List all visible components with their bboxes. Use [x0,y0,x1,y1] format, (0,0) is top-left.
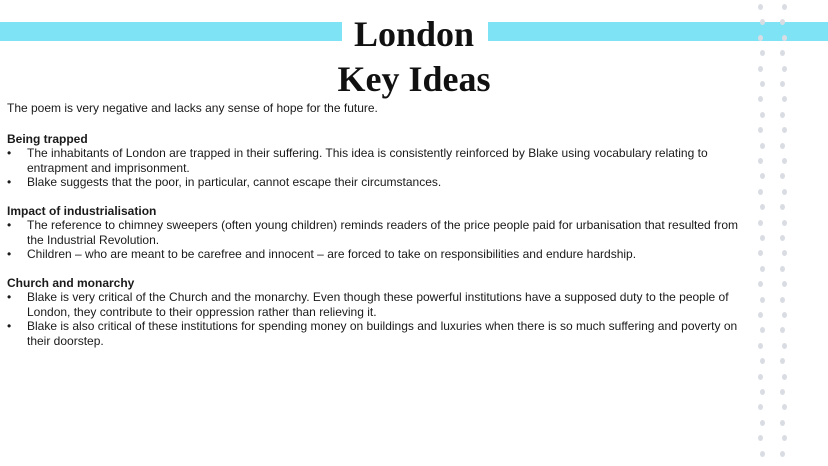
decorative-dot [758,220,763,226]
bullet-text: Blake is very critical of the Church and the monarchy. Even though these powerful institutions have a supposed duty to the people of London, they contribute to their oppression rather than relieving it. [27,290,729,319]
bullet-icon: • [7,146,12,160]
decorative-dot [782,312,787,318]
page-title: London [353,14,475,54]
decorative-dot [782,158,787,164]
decorative-dot [782,281,787,287]
decorative-dot [760,235,765,241]
decorative-dot [758,127,763,133]
slide-body [7,101,742,362]
decorative-dot [760,204,765,210]
decorative-dot [780,420,785,426]
section-heading: Being trapped [7,131,88,146]
decorative-dot [780,297,785,303]
decorative-dot [760,112,765,118]
decorative-dot [760,358,765,364]
decorative-dot [782,127,787,133]
decorative-dot [780,112,785,118]
bullet-text: Children – who are meant to be carefree and innocent – are forced to take on responsibilities and endure hardship. [27,247,637,261]
bullet-item [7,247,742,262]
decorative-dot [760,420,765,426]
decorative-dot [782,250,787,256]
decorative-dot [782,189,787,195]
decorative-dot [760,389,765,395]
bullet-list [7,290,742,348]
decorative-dot [758,35,763,41]
bullet-text: Blake suggests that the poor, in particular, cannot escape their circumstances. [27,175,442,189]
decorative-dot [782,96,787,102]
bullet-text: Blake is also critical of these institutions for spending money on buildings and luxuries when there is so much suffering and poverty on their doorstep. [27,319,738,348]
decorative-dot [780,358,785,364]
decorative-dot [760,143,765,149]
decorative-dot [780,173,785,179]
decorative-dot [758,250,763,256]
bullet-icon: • [7,218,12,232]
decorative-dot [780,143,785,149]
page-subtitle: Key Ideas [337,59,491,99]
bullet-icon: • [7,175,12,189]
decorative-dot [758,66,763,72]
bullet-item [7,218,742,247]
decorative-dot [760,173,765,179]
section-church-and-monarchy [7,276,742,349]
decorative-dot [758,158,763,164]
decorative-dot [758,435,763,441]
bullet-list [7,146,742,190]
decorative-dot-pattern [750,0,795,466]
decorative-dot [782,374,787,380]
bullet-icon: • [7,319,12,333]
decorative-dot [760,81,765,87]
section-being-trapped [7,132,742,190]
decorative-dot [758,404,763,410]
bullet-list [7,218,742,262]
decorative-dot [758,189,763,195]
decorative-dot [758,4,763,10]
bullet-item [7,146,742,175]
decorative-dot [780,451,785,457]
decorative-dot [760,50,765,56]
decorative-dot [758,374,763,380]
decorative-dot [782,220,787,226]
decorative-dot [758,281,763,287]
decorative-dot [780,389,785,395]
section-heading: Church and monarchy [7,275,135,290]
decorative-dot [782,435,787,441]
decorative-dot [782,343,787,349]
decorative-dot [780,19,785,25]
decorative-dot [760,19,765,25]
decorative-dot [780,50,785,56]
bullet-item [7,319,742,348]
decorative-dot [780,81,785,87]
decorative-dot [758,96,763,102]
decorative-dot [780,235,785,241]
bullet-icon: • [7,247,12,261]
bullet-text: The inhabitants of London are trapped in their suffering. This idea is consistently reinforced by Blake using vocabulary relating to entrapment and imprisonment. [27,146,708,175]
decorative-dot [782,404,787,410]
decorative-dot [782,35,787,41]
bullet-text: The reference to chimney sweepers (often young children) reminds readers of the price people paid for urbanisation that resulted from the Industrial Revolution. [27,218,739,247]
decorative-dot [760,266,765,272]
decorative-dot [782,66,787,72]
section-heading: Impact of industrialisation [7,203,157,218]
decorative-dot [782,4,787,10]
decorative-dot [758,343,763,349]
decorative-dot [780,266,785,272]
decorative-dot [760,327,765,333]
bullet-item [7,290,742,319]
decorative-dot [758,312,763,318]
decorative-dot [760,297,765,303]
section-impact-of-industrialisation [7,204,742,262]
decorative-dot [780,327,785,333]
decorative-dot [760,451,765,457]
bullet-item [7,175,742,190]
decorative-dot [780,204,785,210]
intro-text: The poem is very negative and lacks any sense of hope for the future. [7,101,378,115]
bullet-icon: • [7,290,12,304]
